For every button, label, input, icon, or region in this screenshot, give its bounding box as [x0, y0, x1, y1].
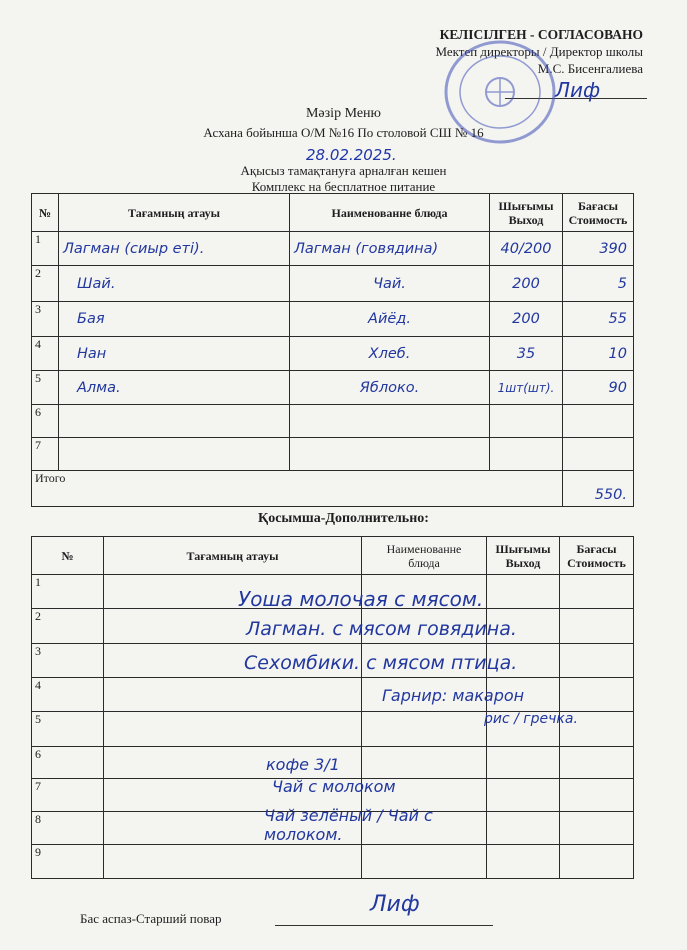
header-price: Бағасы Стоимость	[560, 537, 634, 575]
table-row: 7	[32, 779, 634, 812]
dish-price: 5	[563, 266, 634, 302]
header-num: №	[32, 537, 104, 575]
dish-price: 55	[563, 302, 634, 337]
header-name-kz: Тағамның атауы	[59, 194, 290, 232]
additional-item: Чай с молоком	[272, 777, 396, 796]
dish-yield: 1шт(шт).	[490, 371, 563, 405]
dish-yield: 200	[490, 266, 563, 302]
chef-label: Бас аспаз-Старший повар	[80, 911, 222, 926]
canteen-line: Асхана бойынша О/М №16 По столовой СШ № 16	[203, 125, 484, 140]
table-row: 5 Алма. Яблоко. 1шт(шт). 90	[32, 371, 634, 405]
table-header-row	[32, 194, 634, 232]
approval-name: М.С. Бисенгалиева	[537, 61, 643, 76]
table-row: 3 Бая Айёд. 200 55	[32, 302, 634, 337]
table-row: 2 Шай. Чай. 200 5	[32, 266, 634, 302]
total-value: 550.	[563, 471, 634, 507]
dish-name-ru: Хлеб.	[290, 337, 490, 371]
main-menu-table	[31, 193, 634, 507]
table-row: 1 Лагман (сиыр еті). Лагман (говядина) 40/200 390	[32, 232, 634, 266]
total-label: Итого	[32, 471, 563, 507]
approval-position: Мектеп директоры / Директор школы	[435, 44, 643, 59]
additional-heading: Қосымша-Дополнительно:	[258, 511, 429, 526]
header-yield: Шығымы Выход	[487, 537, 560, 575]
table-header-row	[32, 537, 634, 575]
dish-name-kz: Алма.	[59, 371, 290, 405]
table-row: 5	[32, 712, 634, 747]
table-row: 2	[32, 609, 634, 644]
menu-title: Мәзір Меню	[305, 106, 381, 121]
dish-name-kz: Нан	[59, 337, 290, 371]
dish-name-ru: Чай.	[290, 266, 490, 302]
header-name-kz: Тағамның атауы	[104, 537, 362, 575]
header-price: Бағасы Стоимость	[563, 194, 634, 232]
dish-name-ru: Лагман (говядина)	[290, 232, 490, 266]
header-num: №	[32, 194, 59, 232]
additional-item: Чай зелёный / Чай с молоком.	[264, 806, 433, 844]
table-row: 6	[32, 405, 634, 438]
total-row	[32, 471, 634, 507]
approval-heading: КЕЛІСІЛГЕН - СОГЛАСОВАНО	[439, 27, 643, 42]
table-row: 8	[32, 812, 634, 845]
dish-price: 10	[563, 337, 634, 371]
dish-yield: 35	[490, 337, 563, 371]
chef-signature-line	[275, 925, 493, 926]
dish-name-kz: Бая	[59, 302, 290, 337]
dish-price: 90	[563, 371, 634, 405]
additional-item: Лагман. с мясом говядина.	[246, 618, 517, 640]
menu-date: 28.02.2025.	[306, 146, 397, 164]
dish-yield: 200	[490, 302, 563, 337]
complex-title-kz: Ақысыз тамақтануға арналған кешен	[240, 163, 447, 178]
additional-item: Гарнир: макарон	[382, 686, 525, 705]
dish-name-kz: Лагман (сиыр еті).	[59, 232, 290, 266]
dish-name-ru: Яблоко.	[290, 371, 490, 405]
chef-signature: Лиф	[370, 892, 420, 917]
header-name-ru: Наименованне блюда	[290, 194, 490, 232]
dish-name-ru: Айёд.	[290, 302, 490, 337]
header-name-ru: Наименованне блюда	[362, 537, 487, 575]
table-row: 6	[32, 747, 634, 779]
dish-yield: 40/200	[490, 232, 563, 266]
additional-item: Сехомбики. с мясом птица.	[244, 652, 518, 674]
additional-item: рис / гречка.	[484, 711, 578, 727]
table-row: 4 Нан Хлеб. 35 10	[32, 337, 634, 371]
director-signature: Лиф	[555, 78, 601, 102]
dish-price: 390	[563, 232, 634, 266]
table-row: 3	[32, 644, 634, 678]
table-row: 1	[32, 575, 634, 609]
additional-item: кофе 3/1	[266, 755, 340, 774]
complex-title-ru: Комплекс на бесплатное питание	[251, 179, 436, 194]
additional-item: Уоша молочая с мясом.	[238, 587, 484, 611]
table-row: 9	[32, 845, 634, 879]
table-row: 4	[32, 678, 634, 712]
header-yield: Шығымы Выход	[490, 194, 563, 232]
table-row: 7	[32, 438, 634, 471]
dish-name-kz: Шай.	[59, 266, 290, 302]
